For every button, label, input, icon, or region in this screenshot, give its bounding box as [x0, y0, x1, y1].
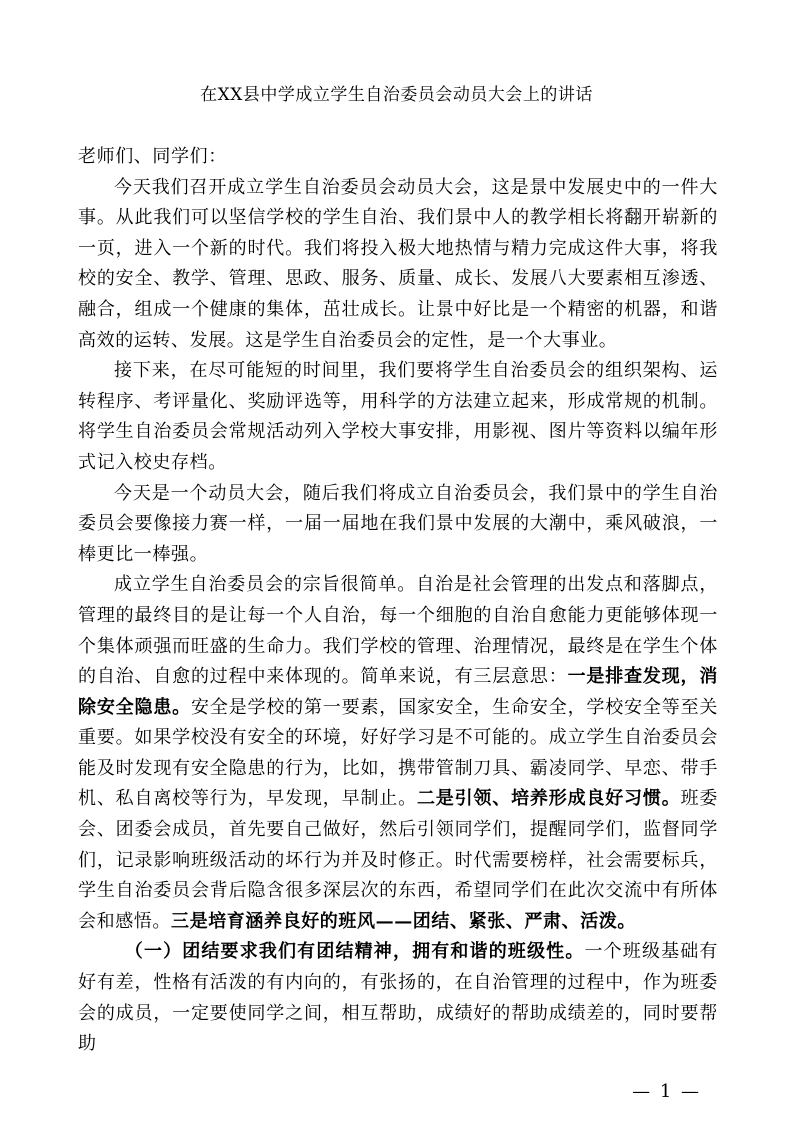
- salutation: 老师们、同学们：: [78, 146, 227, 167]
- subsection-one-heading: （一）团结要求我们有团结精神，拥有和谐的班级性。: [124, 941, 585, 963]
- paragraph-5: [78, 937, 718, 1059]
- point-three-heading: 三是培育涵养良好的班风——团结、紧张、严肃、活泼。: [171, 910, 636, 932]
- paragraph-2: 接下来，在尽可能短的时间里，我们要将学生自治委员会的组织架构、运转程序、考评量化、奖励评选等，用科学的方法建立起来，形成常规的机制。将学生自治委员会常规活动列入学校大事安排，用影视、图片等资料以编年形式记入校史存档。: [78, 360, 718, 473]
- point-two-heading: 二是引领、培养形成良好习惯。: [416, 788, 681, 810]
- point-one-heading: 一是排查发现，消除安全隐患。: [78, 666, 718, 718]
- paragraph-4: [78, 570, 718, 937]
- page-number: — 1 —: [632, 1081, 701, 1102]
- document-title: 在XX县中学成立学生自治委员会动员大会上的讲话: [200, 85, 593, 105]
- paragraph-4-text-1: 成立学生自治委员会的宗旨很简单。自治是社会管理的出发点和落脚点，管理的最终目的是让每一个人自治，每一个细胞的自治自愈能力更能够体现一个集体顽强而旺盛的生命力。我们学校的管理、治理情况，最终是在学生个体的自治、自愈的过程中来体现的。简单来说，有三层意思：: [78, 574, 718, 688]
- paragraph-1: 今天我们召开成立学生自治委员会动员大会，这是景中发展史中的一件大事。从此我们可以坚信学校的学生自治、我们景中人的教学相长将翻开崭新的一页，进入一个新的时代。我们将投入极大地热情与精力完成这件大事，将我校的安全、教学、管理、思政、服务、质量、成长、发展八大要素相互渗透、融合，组成一个健康的集体，茁壮成长。让景中好比是一个精密的机器，和谐高效的运转、发展。这是学生自治委员会的定性，是一个大事业。: [78, 176, 718, 351]
- paragraph-3: 今天是一个动员大会，随后我们将成立自治委员会，我们景中的学生自治委员会要像接力赛一样，一届一届地在我们景中发展的大潮中，乘风破浪，一棒更比一棒强。: [78, 482, 718, 565]
- paragraph-4-text-2: 安全是学校的第一要素，国家安全，生命安全，学校安全等至关重要。如果学校没有安全的环境，好好学习是不可能的。成立学生自治委员会能及时发现有安全隐患的行为，比如，携带管制刀具、霸凌同学、早恋、带手机、私自离校等行为，早发现，早制止。: [78, 696, 718, 810]
- paragraph-4-text-3: 班委会、团委会成员，首先要自己做好，然后引领同学们，提醒同学们，监督同学们，记录影响班级活动的坏行为并及时修正。时代需要榜样，社会需要标兵，学生自治委员会背后隐含很多深层次的东西，希望同学们在此次交流中有所体会和感悟。: [78, 788, 718, 932]
- paragraph-5-text: 一个班级基础有好有差，性格有活泼的有内向的，有张扬的，在自治管理的过程中，作为班委会的成员，一定要使同学之间，相互帮助，成绩好的帮助成绩差的，同时要帮助: [78, 941, 719, 1055]
- document-body: [78, 142, 718, 1060]
